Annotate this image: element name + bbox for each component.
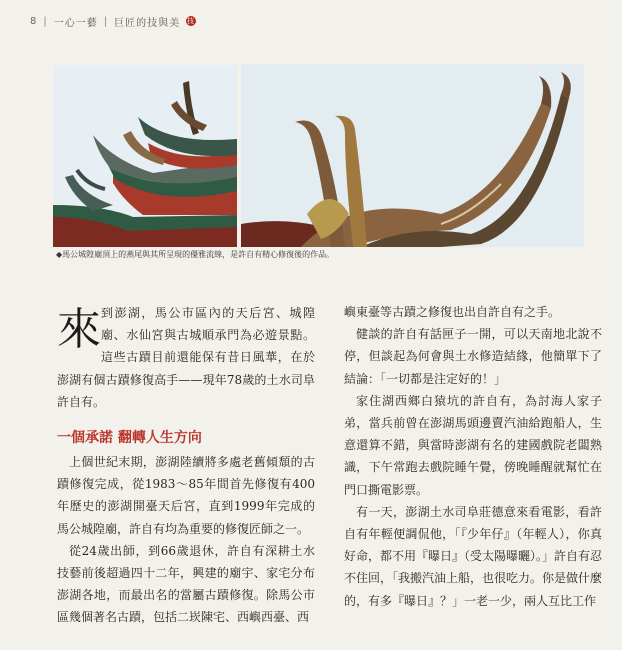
body-paragraph: 上個世紀末期，澎湖陸續將多處老舊傾頹的古蹟修復完成，從1983～85年間首先修復有400年歷史的澎湖開臺天后宮，直到1999年完成的馬公城隍廟，許自有均為重要的修復匠師之一。 — [57, 455, 315, 536]
section-mark-icon: 技 — [187, 17, 196, 25]
body-paragraph: 從24歲出師，到66歲退休，許自有深耕土水技藝前後超過四十二年，興建的廟宇、家宅分布澎湖各地，而最出名的當屬古蹟修復。除馬公市區幾個著名古蹟，包括二崁陳宅、西嶼西臺、西 — [57, 543, 315, 625]
drop-cap: 來 — [57, 304, 101, 355]
article-column-right — [344, 301, 602, 612]
body-paragraph: 有一天，澎湖土水司阜莊德意來看電影，看許自有年輕便調侃他，「『少年仔』（年輕人），你真好命，都不用『曝日』（受太陽曝曬）。」許自有忍不住回，「我搬汽油上船，也很吃力。你是做什麼的，有多『曝日』？」一老一少，兩人互比工作 — [344, 504, 603, 608]
header-divider: | — [103, 15, 109, 27]
running-header — [30, 13, 270, 29]
section-subheading: 一個承諾 翻轉人生方向 — [57, 430, 202, 447]
series-title: 一心一藝 — [53, 17, 98, 29]
body-paragraph: 家住湖西鄉白猿坑的許自有，為討海人家子弟，當兵前曾在澎湖馬頭邊賣汽油給跑船人，生意還算不錯，與當時澎湖有名的建國戲院老闆熟識，下午常跑去戲院睡午覺，傍晚睡醒就幫忙在門口撕電影票。 — [344, 393, 602, 497]
body-paragraph: 健談的許自有話匣子一開，可以天南地北說不停，但談起為何會與土水修造結緣，他簡單下了結論：「一切都是注定好的！」 — [344, 327, 602, 386]
page-number: 8 — [30, 15, 38, 27]
article-column-left — [57, 302, 315, 629]
photo-temple-roofs — [53, 65, 237, 247]
header-divider: | — [43, 15, 48, 27]
intro-paragraph: 到澎湖，馬公市區內的天后宮、城隍廟、水仙宮與古城順承門為必遊景點。這些古蹟目前還能保有昔日風華，在於澎湖有個古蹟修復高手——現年78歲的土水司阜許自有。 — [57, 306, 315, 409]
body-paragraph-continued: 嶼東臺等古蹟之修復也出自許自有之手。 — [344, 305, 561, 319]
section-title: 巨匠的技與美 — [114, 17, 181, 29]
photo-roof-ridge-closeup — [241, 64, 584, 247]
figure-caption: ◆馬公城隍廟頂上的燕尾與其所呈現的優雅流線，是許自有精心修復後的作品。 — [56, 250, 335, 259]
